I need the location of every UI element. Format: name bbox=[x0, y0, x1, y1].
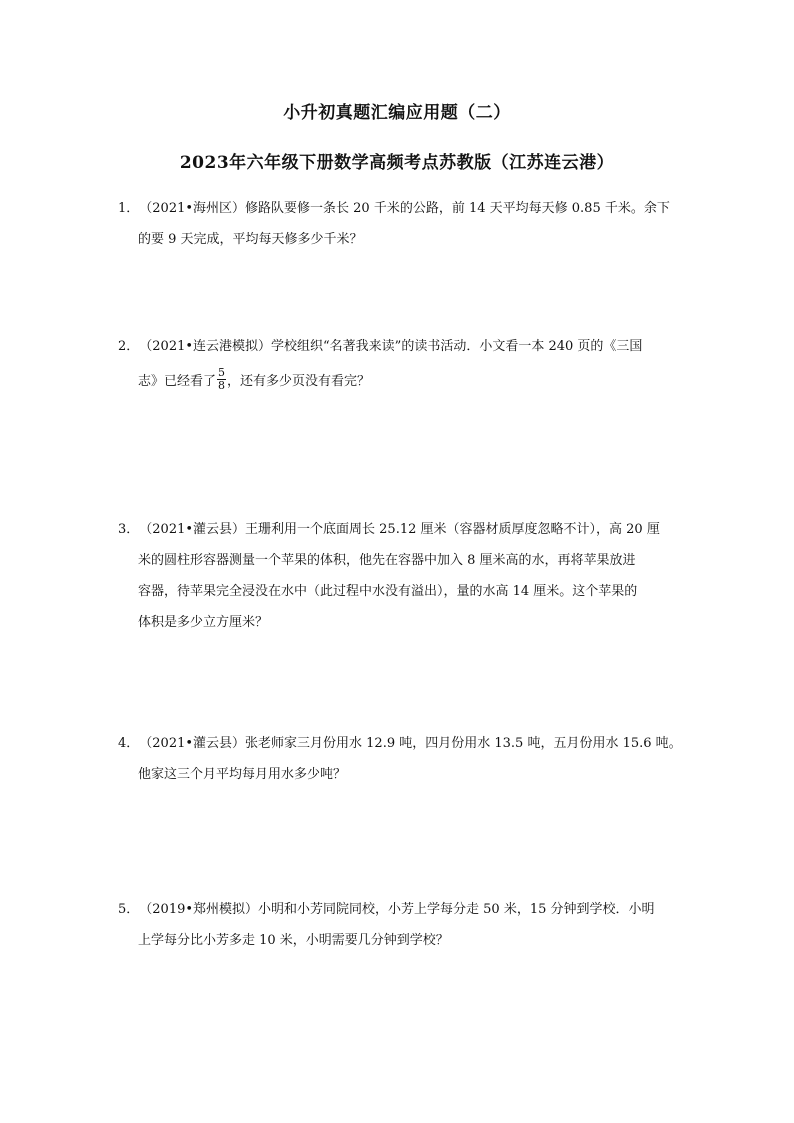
question-5 bbox=[118, 894, 678, 956]
question-2-line-1 bbox=[118, 331, 678, 362]
question-2-line-2 bbox=[118, 362, 678, 402]
question-5-line-1 bbox=[118, 894, 678, 925]
question-3-line-4: 体积是多少立方厘米？ bbox=[138, 615, 269, 630]
question-3-line-3: 容器，待苹果完全浸没在水中（此过程中水没有溢出），量的水高 14 厘米。这个苹果的 bbox=[138, 584, 638, 599]
question-2-number: 2． bbox=[118, 339, 140, 354]
question-5-line-2: 上学每分比小芳多走 10 米，小明需要几分钟到学校？ bbox=[138, 933, 449, 948]
question-5-text-1: （2019•郑州模拟）小明和小芳同院同校，小芳上学每分走 50 米，15 分钟到学校．小明 bbox=[139, 902, 655, 917]
question-4-line-2: 他家这三个月平均每月用水多少吨？ bbox=[138, 767, 347, 782]
question-2-text-1: （2021•连云港模拟）学校组织“名著我来读”的读书活动．小文看一本 240 页的《三国 bbox=[139, 339, 643, 354]
question-5-number: 5． bbox=[118, 902, 140, 917]
question-3-number: 3． bbox=[118, 522, 140, 537]
fraction-five-eighths bbox=[217, 367, 226, 392]
fraction-denominator: 8 bbox=[218, 379, 226, 392]
question-1-number: 1． bbox=[118, 201, 140, 216]
question-1-line-2: 的要 9 天完成，平均每天修多少千米？ bbox=[138, 232, 363, 247]
question-2-text-after-fraction: ，还有多少页没有看完？ bbox=[227, 374, 371, 389]
question-3 bbox=[118, 514, 678, 638]
question-4-number: 4． bbox=[118, 736, 140, 751]
question-4-text-1: （2021•灌云县）张老师家三月份用水 12.9 吨，四月份用水 13.5 吨，五月份用水 15.6 吨。 bbox=[139, 736, 682, 751]
fraction-numerator: 5 bbox=[218, 366, 226, 379]
question-3-line-2: 米的圆柱形容器测量一个苹果的体积，他先在容器中加入 8 厘米高的水，再将苹果放进 bbox=[138, 553, 636, 568]
question-4-line-1 bbox=[118, 728, 682, 759]
document-title: 小升初真题汇编应用题（二） bbox=[283, 103, 511, 123]
question-1-text-1: （2021•海州区）修路队要修一条长 20 千米的公路，前 14 天平均每天修 0.85 千米。余下 bbox=[139, 201, 670, 216]
question-2 bbox=[118, 331, 678, 402]
document-subtitle: 2023年六年级下册数学高频考点苏教版（江苏连云港） bbox=[179, 153, 615, 173]
question-3-line-1 bbox=[118, 514, 678, 545]
question-1-line-1 bbox=[118, 193, 678, 224]
question-3-text-1: （2021•灌云县）王珊利用一个底面周长 25.12 厘米（容器材质厚度忽略不计），高 20 厘 bbox=[139, 522, 660, 537]
question-4 bbox=[118, 728, 682, 790]
question-2-text-before-fraction: 志》已经看了 bbox=[138, 374, 217, 389]
question-1 bbox=[118, 193, 678, 255]
